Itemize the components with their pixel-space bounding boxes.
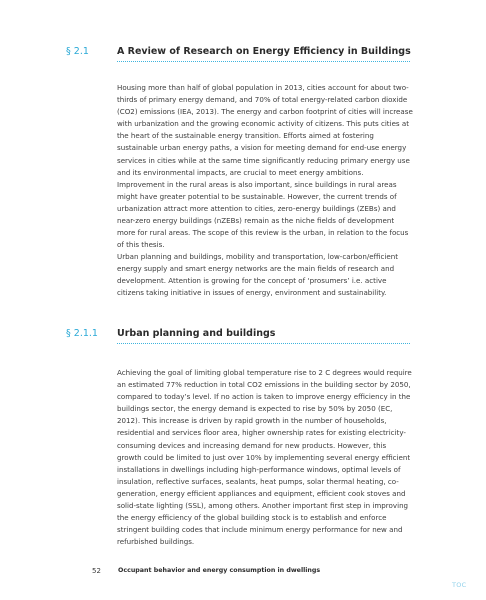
toc-link[interactable]: TOC: [452, 581, 467, 589]
section-number: § 2.1: [66, 46, 89, 57]
running-title: Occupant behavior and energy consumption in dwellings: [118, 567, 321, 574]
section-title: A Review of Research on Energy Efficiency in Buildings: [117, 46, 411, 57]
subsection-heading: [0, 326, 486, 346]
subsection-number: § 2.1.1: [66, 328, 98, 339]
subsection-divider: [117, 343, 410, 344]
page-number: 52: [92, 567, 101, 575]
section-divider: [117, 61, 410, 62]
subsection-title: Urban planning and buildings: [117, 328, 276, 339]
body-paragraph: Achieving the goal of limiting global temperature rise to 2 C degrees would require an estimated 77% reduction in total CO2 emissions in the building sector by 2050, compared to today’s level. If no action is taken to improve energy efficiency in the buildings sector, the energy demand is expected to rise by 50% by 2050 (EC, 2012). This increase is driven by rapid growth in the number of households, residential and services floor area, higher ownership rates for existing electricity-consuming devices and increasing demand for new products. However, this growth could be limited to just over 10% by implementing several energy efficient installations in dwellings including high-performance windows, optimal levels of insulation, reflective surfaces, sealants, heat pumps, solar thermal heating, co-generation, energy efficient appliances and equipment, efficient cook stoves and solid-state lighting (SSL), among others. Another important first step in improving the energy efficiency of the global building stock is to establish and enforce stringent building codes that include minimum energy performance for new and refurbished buildings.: [117, 368, 412, 547]
body-paragraph: Urban planning and buildings, mobility and transportation, low-carbon/efficient energy supply and smart energy networks are the main fields of research and development. Attention is growing for the concept of ‘prosumers’ i.e. active citizens taking initiative in issues of energy, environment and sustainability.: [117, 252, 398, 298]
body-paragraph: Housing more than half of global population in 2013, cities account for about two-thirds of primary energy demand, and 70% of total energy-related carbon dioxide (CO2) emissions (IEA, 2013). The energy and carbon footprint of cities will increase with urbanization and the growing economic activity of citizens. This puts cities at the heart of the sustainable energy transition. Efforts aimed at fostering sustainable urban energy paths, a vision for meeting demand for end-use energy services in cities while at the same time significantly reducing primary energy use and its environmental impacts, are crucial to meet energy ambitions. Improvement in the rural areas is also important, since buildings in rural areas might have greater potential to be sustainable. However, the current trends of urbanization attract more attention to cities, zero-energy buildings (ZEBs) and near-zero energy buildings (nZEBs) remain as the niche fields of development more for rural areas. The scope of this review is the urban, in relation to the focus of this thesis.: [117, 83, 413, 250]
section-heading: [0, 44, 486, 64]
